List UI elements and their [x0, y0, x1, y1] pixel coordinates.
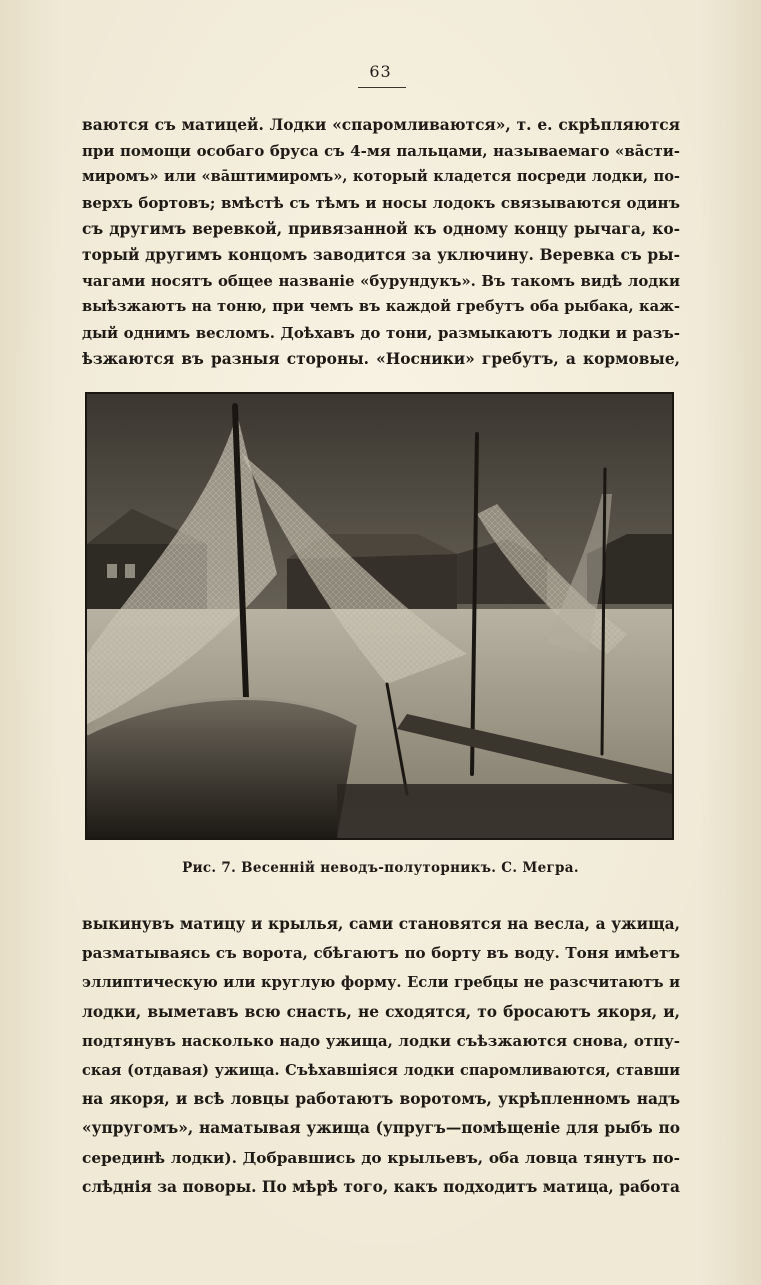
text-line: «упругомъ», наматывая ужища (упругъ—помѣщеніе для рыбъ по — [82, 1119, 680, 1138]
figure-photograph — [85, 392, 674, 840]
foreground-shore — [337, 784, 672, 838]
figure-caption: Рис. 7. Весенній неводъ-полуторникъ. С. Мегра. — [182, 860, 579, 876]
text-line: миромъ» или «вāштимиромъ», который кладется посреди лодки, по- — [82, 168, 680, 185]
text-line: серединѣ лодки). Добравшись до крыльевъ, оба ловца тянутъ по- — [82, 1148, 680, 1167]
text-line: ваются съ матицей. Лодки «спаромливаются», т. е. скрѣпляются — [82, 116, 680, 134]
bottom-paragraph — [82, 910, 680, 1202]
text-line: съ другимъ веревкой, привязанной къ одному концу рычага, ко- — [82, 220, 680, 238]
page-number-rule — [358, 87, 406, 88]
fishing-boat — [87, 699, 357, 838]
text-line: чагами носятъ общее названіе «бурундукъ». Въ такомъ видѣ лодки — [82, 272, 680, 290]
text-line: выѣзжаютъ на тоню, при чемъ въ каждой гребутъ оба рыбака, каж- — [82, 298, 680, 315]
text-line: разматываясь съ ворота, сбѣгаютъ по борту въ воду. Тоня имѣетъ — [82, 944, 680, 963]
text-line: дый однимъ весломъ. Доѣхавъ до тони, размыкаютъ лодки и разъ- — [82, 324, 680, 342]
text-line: эллиптическую или круглую форму. Если гребцы не разсчитаютъ и — [82, 974, 680, 992]
text-line: ская (отдавая) ужища. Съѣхавшіяся лодки спаромливаются, ставши — [82, 1061, 680, 1079]
text-line: на якоря, и всѣ ловцы работаютъ воротомъ, укрѣпленномъ надъ — [82, 1090, 680, 1109]
page-number: 63 — [369, 62, 392, 81]
text-line: при помощи особаго бруса съ 4-мя пальцами, называемаго «вāсти- — [82, 142, 680, 160]
top-paragraph — [82, 112, 680, 372]
photo-fishing-nets-drying — [87, 394, 672, 838]
text-line: подтянувъ насколько надо ужища, лодки съѣзжаются снова, отпу- — [82, 1031, 680, 1050]
text-line: торый другимъ концомъ заводится за уключину. Веревка съ ры- — [82, 246, 680, 264]
text-line: верхъ бортовъ; вмѣстѣ съ тѣмъ и носы лодокъ связываются одинъ — [82, 194, 680, 212]
text-line: слѣднія за поворы. По мѣрѣ того, какъ подходитъ матица, работа — [82, 1177, 680, 1196]
text-line: лодки, выметавъ всю снасть, не сходятся, то бросаютъ якоря, и, — [82, 1002, 680, 1021]
text-line: ѣзжаются въ разныя стороны. «Носники» гребутъ, а кормовые, — [82, 350, 680, 368]
text-line: выкинувъ матицу и крылья, сами становятся на весла, а ужища, — [82, 915, 680, 933]
